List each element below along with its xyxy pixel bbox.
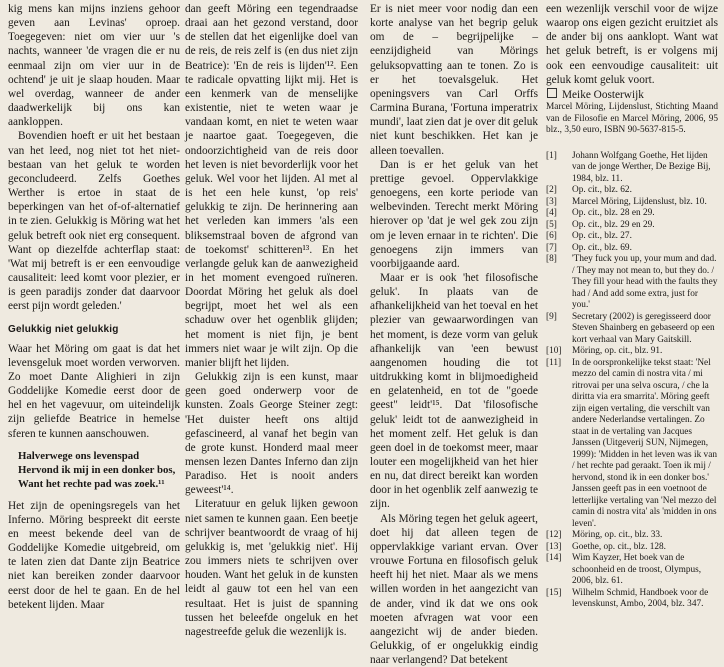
footnote: [10] Möring, op. cit., blz. 91. [546, 346, 663, 357]
column-4 [546, 2, 718, 611]
poem-quote [18, 449, 180, 491]
paragraph: Literatuur en geluk lijken gewoon niet samen te kunnen gaan. Een beetje schrijver beantwoordt de vraag of hij gelukkig is, met 'gelukkig niet'. Hij zou immers niets te schrijven over houden. Want het geluk in de kunsten leidt al gauw tot een hel van een resultaat. Het is juist de spanning tussen het beleefde ongeluk en het nagestreefde geluk die wezenlijk is. [185, 498, 358, 638]
footnote: [4] Op. cit., blz. 28 en 29. [546, 208, 655, 219]
author-name: Meike Oosterwijk [562, 88, 644, 101]
paragraph: Als Möring tegen het geluk ageert, doet hij dat alleen tegen de oppervlakkige variant ervan. Over vrouwe Fortuna en filosofisch geluk heeft hij het niet. Maar als we mens willen worden in het aangezicht van de ander, vind ik dat we ons ook moeten afvragen wat voor een aangezicht wij de ander bieden. Gelukkig, of er ongelukkig eindig naar verlangend? Dat betekent [370, 512, 538, 667]
paragraph: Maar er is ook 'het filosofische geluk'. In plaats van de afhankelijkheid van het toeval en het plezier van gewaarwordingen van het moment, is deze vorm van geluk afhankelijk van 'een bewust aangenomen houding die tot uitdrukking komt in blijmoedigheid en gelatenheid, en tot de "goede geest" leidt'¹⁵. Dat 'filosofische geluk' leidt tot de aanwezigheid in het moment zelf. Het geluk is dan geen doel in de toekomst meer, maar louter een mogelijkheid van het hier en nu, dat direct bereikt kan worden door in het ogenblik zelf aanwezig te zijn. [370, 271, 538, 511]
paragraph: Het zijn de openingsregels van het Inferno. Möring bespreekt dit eerste en meest bekende deel van de Goddelijke Komedie uitgebreid, om te laten zien dat Dante zijn Beatrice niet kan bereiken zonder daarvoor eerst door de hel te gaan. En de hel betekent lijden. Maar [8, 499, 180, 611]
paragraph: een wezenlijk verschil voor de wijze waarop ons eigen gezicht eruitziet als de ander bij ons aanklopt. Want wat het geluk betreft, is er volgens mij ook een eenvoudige causaliteit: uit geluk komt geluk voort. [546, 3, 718, 86]
footnote: [6] Op. cit., blz. 27. [546, 231, 632, 242]
author-signature [546, 88, 718, 102]
book-source: Marcel Möring, Lijdenslust, Stichting Maand van de Filosofie en Marcel Möring, 2006, 95 blz., 3,50 euro, ISBN 90-5637-815-5. [546, 102, 718, 136]
footnote: [12] Möring, op. cit., blz. 33. [546, 530, 663, 541]
footnote: [7] Op. cit., blz. 69. [546, 242, 632, 253]
footnote: [1] Johann Wolfgang Goethe, Het lijden van de jonge Werther, De Bezige Bij, 1984, blz. 11. [546, 150, 711, 184]
paragraph: kig mens kan mijns inziens gehoor geven aan Levinas' oproep. Toegegeven: niet om vier uur 's nachts, wanneer 'de vragen die er nu eenmaal zijn om vier uur in de ochtend' je uit je slaap houden. Maar wel overdag, wanneer de ander daadwerkelijk bij ons kan aankloppen. [8, 3, 180, 129]
paragraph: Bovendien hoeft er uit het bestaan van het leed, nog niet tot het niet-bestaan van het geluk te worden geconcludeerd. Zelfs Goethes Werther is ertoe in staat de beperkingen van het of-of-alternatief in te zien. Gelukkig is Möring wat het geluk betreft ook niet erg consequent. Want op diezelfde achterflap staat: 'Wat mij betreft is er een eenvoudige causaliteit: leed komt voor plezier, er is geen paradijs zonder dat daarvoor eerst pijn wordt geleden.' [8, 130, 180, 313]
footnotes-list [546, 151, 718, 611]
footnote: [3] Marcel Möring, Lijdenslust, blz. 10. [546, 196, 707, 207]
paragraph: Er is niet meer voor nodig dan een korte analyse van het begrip geluk om de – begrijpelijke – eenzijdigheid van Mörings geluksopvatting aan te tonen. Zo is er het toevalsgeluk. Het openingsvers van Carl Orffs Carmina Burana, 'Fortuna imperatrix mundi', laat zien dat je over dit geluk niet kunt beschikken. Het kan je alleen toevallen. [370, 3, 538, 157]
section-heading: Gelukkig niet gelukkig [8, 324, 119, 336]
paragraph: Dan is er het geluk van het prettige gevoel. Oppervlakkige genoegens, een korte periode van welbevinden. Terecht merkt Möring hierover op 'dat je wel gek zou zijn om je leven ernaar in te richten'. Die genoegens zijn immers van voorbijgaande aard. [370, 158, 538, 270]
column-2 [185, 2, 358, 639]
paragraph: dan geeft Möring een tegendraadse draai aan het gezond verstand, door de stellen dat het eigenlijke doel van de reis, de reis zelf is (en dus niet zijn Beatrice): 'En de reis is lijden'¹². Een te radicale opvatting lijkt mij. Het is een kenmerk van de menselijke existentie, niet te weten waar je vandaan komt, en niet te weten waar je naartoe gaat. Toegegeven, die ondoorzichtigheid van de reis door het leven is niet bevorderlijk voor het geluk. Wel voor het lijden. Al met al is het een hele kunst, 'op reis' gelukkig te zijn. De herinnering aan het verleden kan immers 'als een bliksemstraal boven de afgrond van de toekomst' schitteren¹³. En het verlangde geluk kan de aanwezigheid in het moment evengoed ruïneren. Doordat Möring het geluk als doel begrijpt, moet het wel als een schaduw over het ogenblik glijden; het moment is niet fijn, je bent immers niet waar je wilt zijn. Op die manier blijft het lijden. [185, 3, 358, 369]
checkbox-square-icon [547, 88, 557, 98]
column-3 [370, 2, 538, 667]
footnote: [11] In de oorspronkelijke tekst staat: 'Nel mezzo del camin di nostra vita / mi ritrovai per una selva oscura, / che la diritta via era smarrita'. Möring geeft zijn eigen vertaling, die verschilt van andere Nederlandse vertalingen. Zo staat in de vertaling van Jacques Janssen (Uitgeverij SUN, Nijmegen, 1999): 'Midden in het leven was ik van / het rechte pad geraakt. Toen ik mij / hervond, stond ik in een donker bos.' Janssen geeft pas in een voetnoot de letterlijke vertaling van 'Nel mezzo del camin di nostra vita' als 'midden in ons leven'. [546, 357, 717, 529]
paragraph: Waar het Möring om gaat is dat het levensgeluk moet worden verworven. Zo moet Dante Alighieri in zijn Goddelijke Komedie eerst door de hel en het vagevuur, om uiteindelijk zijn geliefde Beatrice in hemelse sferen te kunnen aanschouwen. [8, 342, 180, 440]
poem-line: Want het rechte pad was zoek.¹¹ [18, 477, 165, 490]
poem-line: Hervond ik mij in een donker bos, [18, 463, 176, 476]
footnote: [5] Op. cit., blz. 29 en 29. [546, 219, 655, 230]
poem-line: Halverwege ons levenspad [18, 449, 140, 462]
footnote: [14] Wim Kayzer, Het boek van de schoonheid en de troost, Olympus, 2006, blz. 61. [546, 553, 702, 587]
footnote: [15] Wilhelm Schmid, Handboek voor de levenskunst, Ambo, 2004, blz. 347. [546, 587, 709, 610]
footnote: [2] Op. cit., blz. 62. [546, 185, 632, 196]
footnote: [8] 'They fuck you up, your mum and dad. / They may not mean to, but they do. / They fill your head with the faults they had / And add some extra, just for you.' [546, 254, 718, 311]
paragraph: Gelukkig zijn is een kunst, maar geen goed onderwerp voor de kunsten. Zoals George Steiner zegt: 'Het duister heeft ons altijd gefascineerd, al vanaf het begin van de grote kunst. Honderd maal meer mensen lezen Dantes Inferno dan zijn Paradiso. Het is nooit anders geweest'¹⁴. [185, 371, 358, 497]
column-1 [8, 2, 180, 612]
footnote: [9] Secretary (2002) is geregisseerd door Steven Shainberg en gebaseerd op een kort verhaal van Mary Gaitskill. [546, 311, 715, 345]
footnote: [13] Goethe, op. cit., blz. 128. [546, 541, 666, 552]
